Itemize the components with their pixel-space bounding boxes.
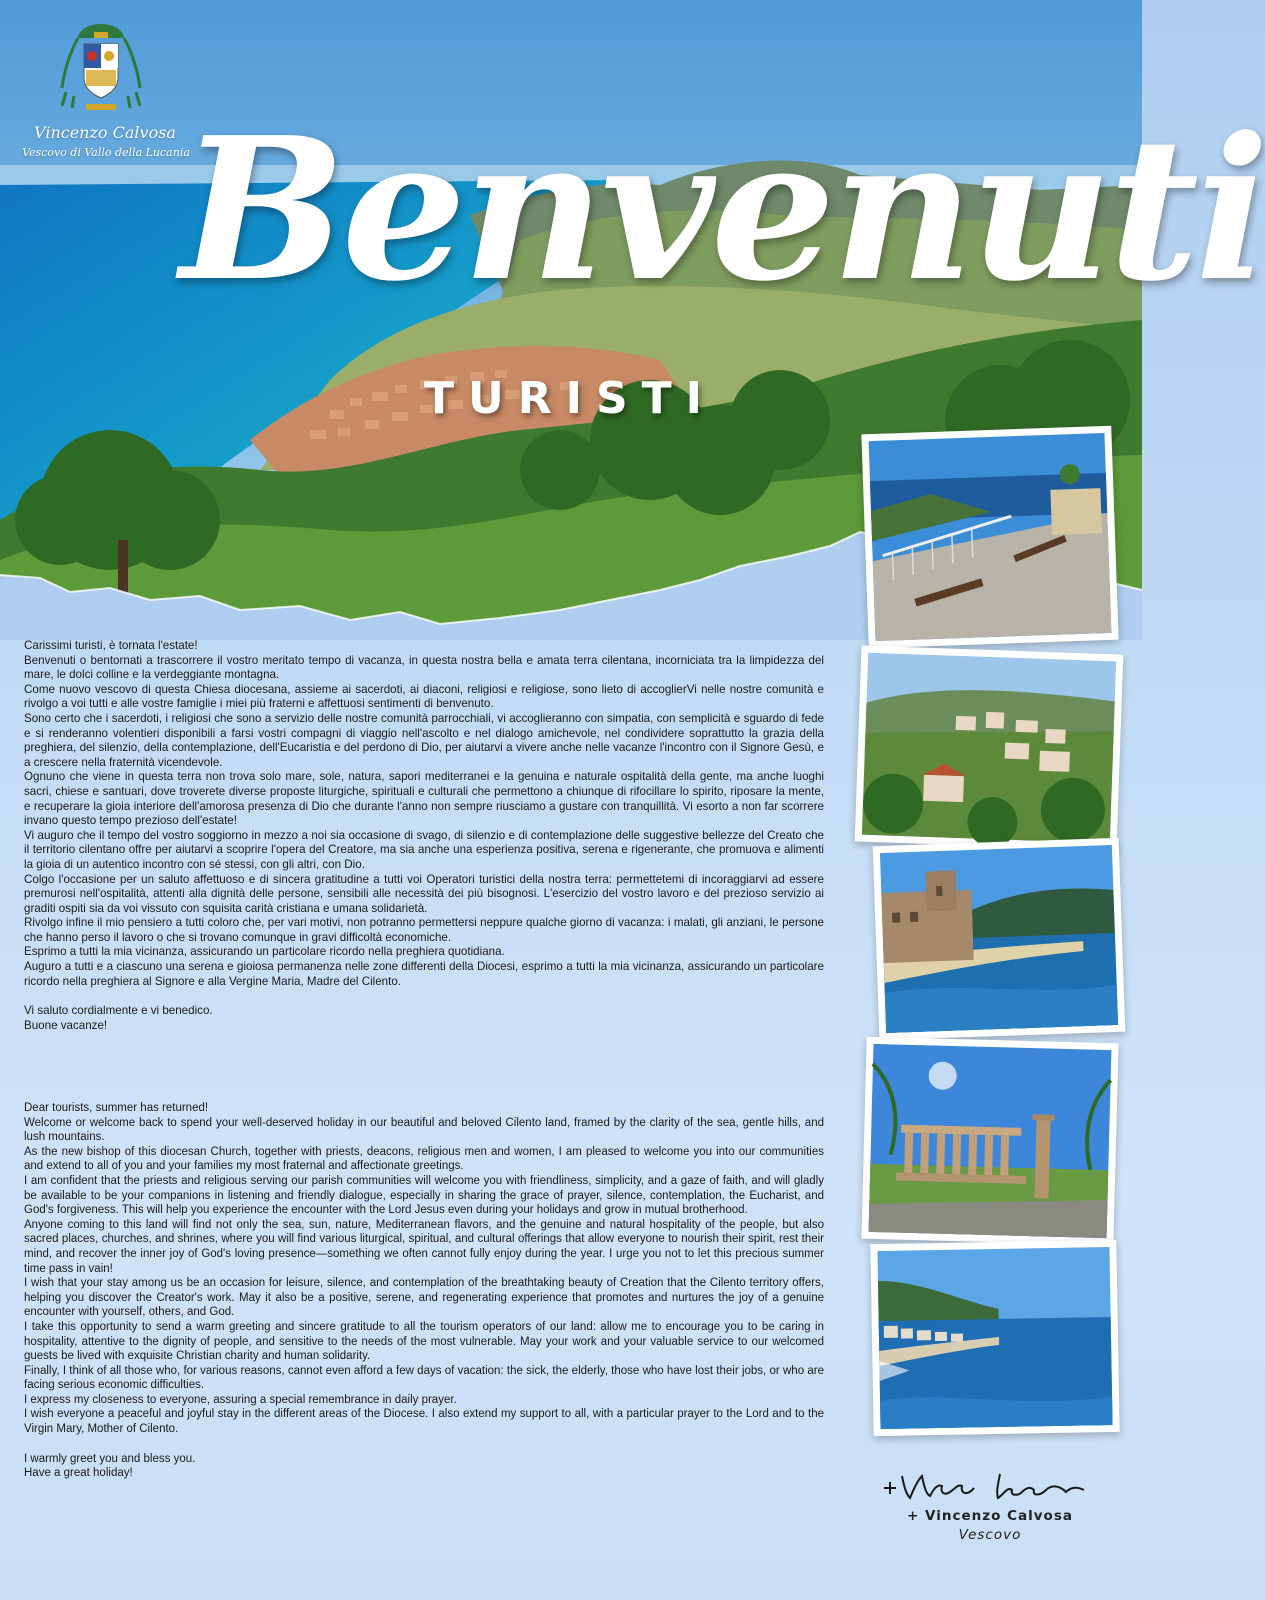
paragraph: I wish everyone a peaceful and joyful stay in the different areas of the Diocese. I also extend my support to all, with a particular prayer to the Lord and to the Virgin Mary, Mother of Cilento. — [24, 1408, 824, 1436]
castle-beach-photo — [873, 838, 1126, 1040]
bishop-title: Vescovo di Vallo della Lucania — [22, 146, 190, 159]
paragraph: Vi auguro che il tempo del vostro soggiorno in mezzo a noi sia occasione di svago, di silenzio e di contemplazione delle suggestive bellezze del Creato che il territorio cilentano offre per aiutarvi a scoprire l'opera del Creatore, ma sia anche una esperienza positiva, serena e rigenerante, che promuova e alimenti la gioia di un autentico incontro con sé stessi, con gli altri, con Dio. — [24, 828, 824, 871]
closing-line: Buone vacanze! — [24, 1018, 108, 1032]
handwritten-signature-icon — [870, 1466, 1110, 1508]
coastal-town-photo — [870, 1240, 1119, 1436]
page-subtitle: TURISTI — [423, 373, 717, 424]
paragraph: Sono certo che i sacerdoti, i religiosi che sono a servizio delle nostre comunità parrocchiali, vi accoglieranno con simpatia, con semplicità e sguardo di fede e si renderanno volentieri disponibili a farsi vostri compagni di viaggio nell'ascolto e nel dialogo amichevole, nel condividere soprattutto la grazia della preghiera, del silenzio, della contemplazione, dell'Eucaristia e del perdono di Dio, per aiutarvi a vivere anche nelle vacanze l'incontro con il Signore Gesù, e a crescere nella fraternità vicendevole. — [24, 711, 824, 769]
letter-english — [24, 1101, 824, 1481]
letter-italian — [24, 639, 824, 1033]
paragraph: Carissimi turisti, è tornata l'estate! — [24, 639, 198, 652]
paragraph: Finally, I think of all those who, for various reasons, cannot even afford a few days of vacation: the sick, the elderly, those who have lost their jobs, or who are facing serious economic difficulties. — [24, 1364, 824, 1392]
paragraph: Esprimo a tutti la mia vicinanza, assicurando un particolare ricordo nella preghiera quotidiana. — [24, 945, 505, 959]
paragraph: Dear tourists, summer has returned! — [24, 1102, 209, 1114]
paragraph: I express my closeness to everyone, assuring a special remembrance in daily prayer. — [24, 1393, 457, 1406]
closing-line: I warmly greet you and bless you. — [24, 1452, 196, 1465]
terrace-benches-sea-photo — [861, 426, 1118, 649]
signature-block — [870, 1466, 1110, 1576]
paragraph: Come nuovo vescovo di questa Chiesa diocesana, assieme ai sacerdoti, ai diaconi, religiosi e religiose, sono lieto di accoglierVi nelle nostre comunità e rivolgo a voi tutti e alle vostre famiglie i miei più fraterni e affettuosi sentimenti di benvenuto. — [24, 682, 824, 711]
hill-village-photo — [855, 645, 1124, 850]
paragraph: I take this opportunity to send a warm greeting and sincere gratitude to all the tourism operators of our land: allow me to encourage you to be caring in hospitality, attentive to the dignity of people, and sensitive to the needs of the most vulnerable. May your work and your valuable service to our welcomed guests be lived with exquisite Christian charity and human solidarity. — [24, 1320, 824, 1363]
paragraph: I am confident that the priests and religious serving our parish communities will welcome you with friendliness, simplicity, and a gaze of faith, and will gladly be available to be your companions in listening and friendly dialogue, especially in sharing the grace of prayer, silence, contemplation, the Eucharist, and God's forgiveness. This will help you experience the encounter with the Lord Jesus even during your holidays and grow in mutual brotherhood. — [24, 1174, 824, 1217]
paragraph: As the new bishop of this diocesan Church, together with priests, deacons, religious men and women, I am pleased to welcome you into our communities and extend to all of you and your families my most fraternal and affectionate greetings. — [24, 1145, 824, 1173]
signer-name: + Vincenzo Calvosa — [907, 1508, 1073, 1524]
closing-line: Vi saluto cordialmente e vi benedico. — [24, 1004, 213, 1018]
bishop-name: Vincenzo Calvosa — [34, 123, 176, 142]
paragraph: Benvenuti o bentornati a trascorrere il vostro meritato tempo di vacanza, in questa nostra bella e amata terra cilentana, incorniciata tra la limpidezza del mare, le dolci colline e la verdeggiante montagna. — [24, 653, 824, 682]
coat-of-arms-icon — [56, 22, 146, 114]
greek-temple-photo — [861, 1037, 1118, 1246]
signer-title: Vescovo — [958, 1527, 1022, 1543]
paragraph: Colgo l'occasione per un saluto affettuoso e di sincera gratitudine a tutti voi Operatori turistici della nostra terra: permettetemi di incoraggiarvi ad essere premurosi nell'ospitalità, attenti alla dignità delle persone, sensibili alle necessità dei più bisognosi. L'esercizio del vostro lavoro e del prezioso servizio ai graditi ospiti sia da voi vissuto con squisita carità cristiana e umana solidarietà. — [24, 872, 824, 915]
page-title: Benvenuti — [180, 95, 1265, 325]
closing-line: Have a great holiday! — [24, 1467, 133, 1480]
paragraph: Ognuno che viene in questa terra non trova solo mare, sole, natura, sapori mediterranei e la genuina e naturale ospitalità della gente, ma anche luoghi sacri, chiese e santuari, dove troverete diverse proposte liturgiche, spirituali e culturali che permettono a chiunque di rifocillare lo spirito, riposare la mente, e recuperare la gioia interiore dell'amorosa presenza di Dio che durante l'anno non sempre riusciamo a gustare con tranquillità. Vi esorto a non far scorrere invano questo tempo prezioso dell'estate! — [24, 770, 824, 828]
paragraph: Rivolgo infine il mio pensiero a tutti coloro che, per vari motivi, non potranno permettersi neppure qualche giorno di vacanza: i malati, gli anziani, le persone che hanno perso il lavoro o che si trovano comunque in gravi difficoltà economiche. — [24, 916, 824, 944]
paragraph: Auguro a tutti e a ciascuno una serena e gioiosa permanenza nelle zone differenti della Diocesi, esprimo a tutti la mia vicinanza, assicurando un particolare ricordo nella preghiera al Signore e alla Vergine Maria, Madre del Cilento. — [24, 960, 824, 988]
paragraph: I wish that your stay among us be an occasion for leisure, silence, and contemplation of the breathtaking beauty of Creation that the Cilento territory offers, helping you discover the Creator's work. May it also be a positive, serene, and regenerating experience that promotes and nurtures the joy of a genuine encounter with yourself, others, and God. — [24, 1277, 824, 1319]
paragraph: Anyone coming to this land will find not only the sea, sun, nature, Mediterranean flavors, and the genuine and natural hospitality of the people, but also sacred places, churches, and shrines, where you will find various liturgical, spiritual, and cultural offerings that allow everyone to nourish their spirit, rest their mind, and recover the inner joy of God's loving presence—something we often cannot fully enjoy during the year. I urge you not to let this precious summer time pass in vain! — [24, 1218, 824, 1275]
paragraph: Welcome or welcome back to spend your well-deserved holiday in our beautiful and beloved Cilento land, framed by the clarity of the sea, gentle hills, and lush mountains. — [24, 1116, 824, 1144]
